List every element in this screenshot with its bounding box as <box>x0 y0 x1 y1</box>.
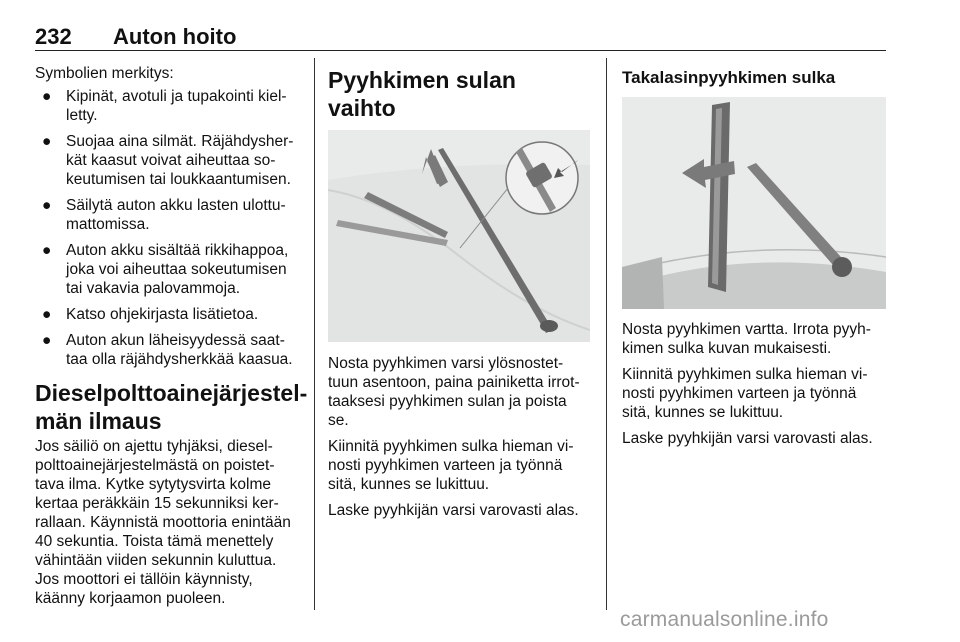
diesel-bleeding-heading: Dieselpolttoainejärjestel-män ilmaus <box>35 380 308 434</box>
list-item-text: Suojaa aina silmät. Räjähdysher-kät kaasut voivat aiheuttaa so-keutumisen tai loukkaantumisen. <box>66 133 294 188</box>
list-item-text: Auton akku sisältää rikkihappoa, joka voi aiheuttaa sokeutumisen tai vakavia palovammoja. <box>66 242 289 297</box>
list-item <box>35 305 300 324</box>
rear-wiper-illustration <box>622 97 886 309</box>
wiper-step-3: Laske pyyhkijän varsi varovasti alas. <box>328 502 579 519</box>
bullet-icon: ● <box>42 133 52 150</box>
page-number: 232 <box>35 24 72 49</box>
list-item <box>35 241 300 298</box>
diesel-bleeding-body: Jos säiliö on ajettu tyhjäksi, diesel-polttoainejärjestelmästä on poistet-tava ilma. Kytke sytytysvirta kolme kertaa peräkkäin 15 sekunniksi ker-rallaan. Käynnistä moottoria enintään 40 sekuntia. Toista tämä menettely vähintään viiden sekunnin kuluttua. Jos moottori ei tällöin käynnisty, käänny korjaamon puoleen. <box>35 438 291 607</box>
rear-wiper-heading: Takalasinpyyhkimen sulka <box>622 68 836 87</box>
bullet-icon: ● <box>42 88 52 105</box>
rear-wiper-step-1: Nosta pyyhkimen vartta. Irrota pyyh-kimen sulka kuvan mukaisesti. <box>622 321 871 357</box>
rear-wiper-arm <box>747 163 852 277</box>
list-item <box>35 132 300 189</box>
column-wiper-blade <box>328 64 590 527</box>
rear-wiper-step-2: Kiinnitä pyyhkimen sulka hieman vi-nosti pyyhkimen varteen ja työnnä sitä, kunnes se lukittuu. <box>622 366 868 421</box>
column-battery-symbols <box>35 64 308 615</box>
section-title: Auton hoito <box>113 24 237 49</box>
list-item <box>35 196 300 234</box>
column-rear-wiper <box>622 64 886 455</box>
list-item-text: Auton akun läheisyydessä saat-taa olla räjähdysherkkää kaasua. <box>66 332 293 368</box>
column-divider <box>606 58 607 610</box>
wiper-blade-illustration <box>328 130 590 342</box>
rear-wiper-blade <box>708 102 730 292</box>
list-item <box>35 331 300 369</box>
wiper-blade-figure <box>328 130 590 342</box>
list-item <box>35 87 300 125</box>
column-divider <box>314 58 315 610</box>
bullet-icon: ● <box>42 242 52 259</box>
wiper-blade-heading: Pyyhkimen sulan vaihto <box>328 67 516 121</box>
list-item-text: Kipinät, avotuli ja tupakointi kiel-letty. <box>66 88 287 124</box>
symbols-intro: Symbolien merkitys: <box>35 65 174 82</box>
bullet-icon: ● <box>42 306 52 323</box>
watermark: carmanualsonline.info <box>620 608 829 631</box>
wiper-step-2: Kiinnitä pyyhkimen sulka hieman vi-nosti pyyhkimen varteen ja työnnä sitä, kunnes se lukittuu. <box>328 438 574 493</box>
wiper-step-1: Nosta pyyhkimen varsi ylösnostet-tuun asentoon, paina painiketta irrot-taaksesi pyyhkimen sulan ja poista se. <box>328 355 580 429</box>
bullet-icon: ● <box>42 197 52 214</box>
bullet-icon: ● <box>42 332 52 349</box>
list-item-text: Säilytä auton akku lasten ulottu-mattomissa. <box>66 197 286 233</box>
page-header <box>35 6 886 51</box>
list-item-text: Katso ohjekirjasta lisätietoa. <box>66 306 259 323</box>
rear-wiper-step-3: Laske pyyhkijän varsi varovasti alas. <box>622 430 873 447</box>
rear-wiper-figure <box>622 97 886 309</box>
symbol-list <box>35 87 300 369</box>
